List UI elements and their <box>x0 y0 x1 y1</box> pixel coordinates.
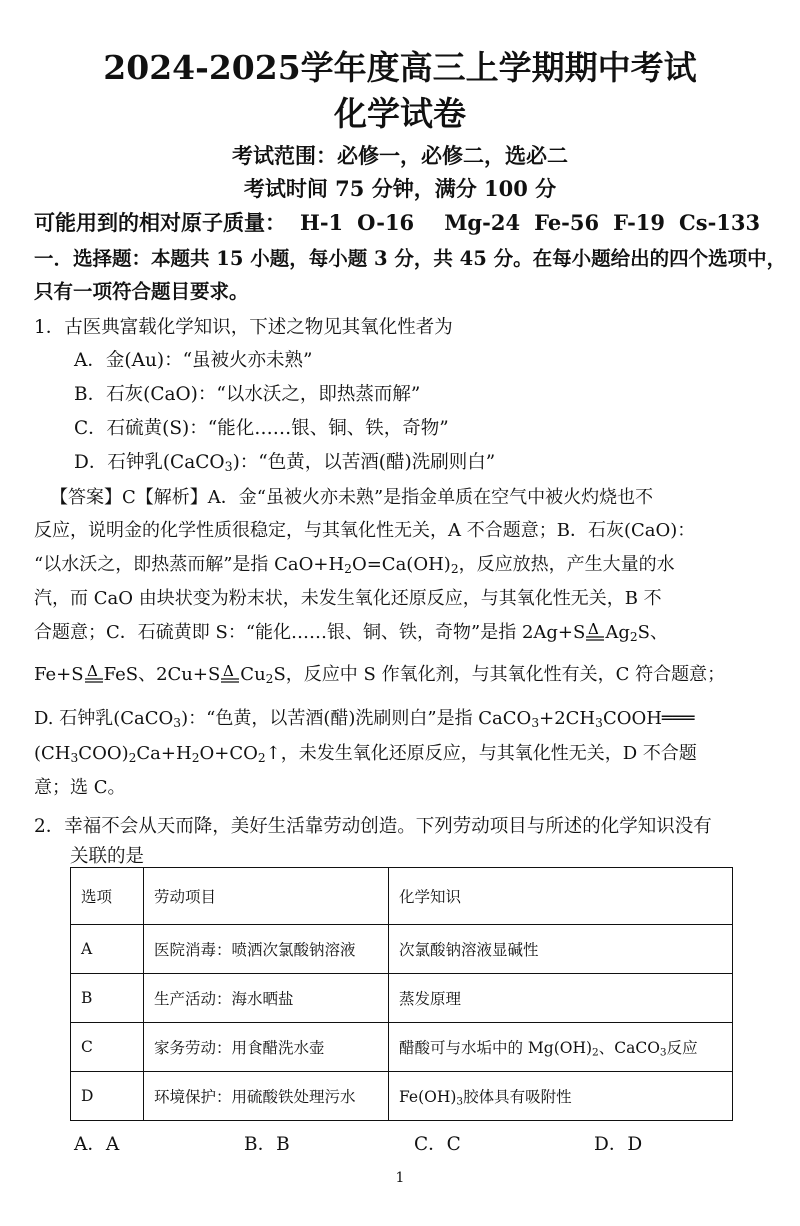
answer-line-1: 【答案】C【解析】A．金“虽被火亦未熟”是指金单质在空气中被火灼烧也不 <box>50 487 654 508</box>
question-1-option-a: A．金(Au)：“虽被火亦未熟” <box>74 350 313 371</box>
answer-line-4: 汽，而 CaO 由块状变为粉末状，未发生氧化还原反应，与其氧化性无关，B 不 <box>34 588 662 609</box>
labor-knowledge-table <box>70 867 733 1121</box>
atomic-mass-o: O-16 <box>357 210 415 235</box>
heat-arrow-icon <box>220 662 240 682</box>
answer-line-5: 合题意；C．石硫黄即 S：“能化……银、铜、铁，奇物”是指 2Ag+S Δ $Ag_2S$、 <box>34 620 669 645</box>
atomic-mass-mg: Mg-24 <box>444 210 521 235</box>
question-2-choice-c: C．C <box>414 1134 461 1155</box>
atomic-mass-cs: Cs-133 <box>679 210 761 235</box>
answer-line-3: “以水沃之，即热蒸而解”是指 $CaO+H_2O=Ca(OH)_2$，反应放热，产生大量的水 <box>34 554 675 577</box>
exam-scope: 考试范围：必修一，必修二，选必二 <box>232 143 568 168</box>
atomic-mass-line <box>34 207 760 237</box>
atomic-mass-h: H-1 <box>300 210 344 235</box>
table-header-cell: 化学知识 <box>389 868 733 925</box>
table-cell-item: 生产活动：海水晒盐 <box>144 974 389 1023</box>
answer-line-6: Fe+S Δ FeS、2Cu+S Δ $Cu_2S$，反应中 S 作氧化剂，与其氧化性有关，C 符合题意； <box>34 662 726 687</box>
atomic-mass-f: F-19 <box>613 210 666 235</box>
answer-line-2: 反应，说明金的化学性质很稳定，与其氧化性无关，A 不合题意；B．石灰(CaO)： <box>34 520 696 541</box>
section-heading-line2: 只有一项符合题目要求。 <box>34 280 249 303</box>
table-cell-option: A <box>71 925 144 974</box>
table-row <box>71 925 733 974</box>
table-header-cell: 劳动项目 <box>144 868 389 925</box>
page-number: 1 <box>395 1170 405 1186</box>
question-2-choice-a: A．A <box>74 1134 120 1155</box>
table-row <box>71 974 733 1023</box>
table-cell-knowledge: $Fe(OH)_3$胶体具有吸附性 <box>389 1072 733 1121</box>
table-cell-knowledge: 蒸发原理 <box>389 974 733 1023</box>
svg-text:Δ: Δ <box>86 662 98 680</box>
atomic-mass-fe: Fe-56 <box>534 210 600 235</box>
question-1-option-c: C．石硫黄(S)：“能化……银、铜、铁，奇物” <box>74 418 449 439</box>
question-2-stem-line2: 关联的是 <box>70 846 145 867</box>
answer-line-9: 意；选 C。 <box>34 777 126 798</box>
heat-arrow-icon <box>585 620 605 640</box>
answer-line-7: D. 石钟乳(CaCO$_3$)：“色黄，以苦酒(醋)洗刷则白”是指 $CaCO_3+2CH_3COOH═══$ <box>34 708 695 731</box>
question-1-option-b: B．石灰(CaO)：“以水沃之，即热蒸而解” <box>74 384 421 405</box>
table-cell-option: D <box>71 1072 144 1121</box>
svg-text:Δ: Δ <box>588 620 600 638</box>
question-1-option-d: D．石钟乳(CaCO$_3$)：“色黄，以苦酒(醋)洗刷则白” <box>74 452 496 475</box>
table-cell-option: B <box>71 974 144 1023</box>
question-1-stem: 1．古医典富载化学知识，下述之物见其氧化性者为 <box>34 317 453 338</box>
table-cell-option: C <box>71 1023 144 1072</box>
table-cell-knowledge: 次氯酸钠溶液显碱性 <box>389 925 733 974</box>
table-row <box>71 1072 733 1121</box>
table-row <box>71 1023 733 1072</box>
table-cell-item: 家务劳动：用食醋洗水壶 <box>144 1023 389 1072</box>
question-2-choice-b: B．B <box>244 1134 290 1155</box>
table-header-cell: 选项 <box>71 868 144 925</box>
table-cell-item: 医院消毒：喷洒次氯酸钠溶液 <box>144 925 389 974</box>
question-2-choice-d: D．D <box>594 1134 643 1155</box>
table-header-row <box>71 868 733 925</box>
table-cell-item: 环境保护：用硫酸铁处理污水 <box>144 1072 389 1121</box>
heat-arrow-icon <box>84 662 104 682</box>
question-2-stem-line1: 2．幸福不会从天而降，美好生活靠劳动创造。下列劳动项目与所述的化学知识没有 <box>34 816 712 837</box>
svg-text:Δ: Δ <box>223 662 235 680</box>
section-heading-line1: 一．选择题：本题共 15 小题，每小题 3 分，共 45 分。在每小题给出的四个选项中， <box>34 247 787 270</box>
answer-line-8: $(CH_3COO)_2Ca+H_2O+CO_2↑$，未发生氧化还原反应，与其氧化性无关，D 不合题 <box>34 743 697 766</box>
atomic-mass-label: 可能用到的相对原子质量： <box>34 210 286 235</box>
exam-title: 2024-2025学年度高三上学期期中考试 <box>103 48 697 87</box>
table-cell-knowledge: 醋酸可与水垢中的 $Mg(OH)_2$、CaCO$_3$反应 <box>389 1023 733 1072</box>
exam-time: 考试时间 75 分钟，满分 100 分 <box>243 176 557 201</box>
subject-title: 化学试卷 <box>334 94 466 133</box>
